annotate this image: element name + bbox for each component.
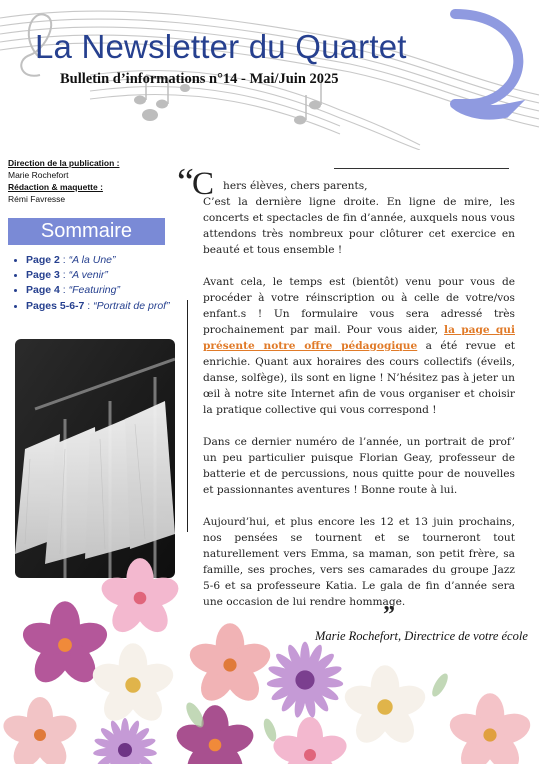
sommaire-item — [26, 253, 211, 268]
sommaire-page: Pages 5-6-7 — [26, 299, 85, 312]
newsletter-subtitle: Bulletin d’informations n°14 - Mai/Juin 2025 — [60, 71, 339, 87]
direction-name: Marie Rochefort — [8, 170, 69, 180]
close-quote-mark: ” — [383, 602, 395, 628]
top-rule — [334, 168, 509, 169]
editorial-paragraph-3: Dans ce dernier numéro de l’année, un portrait de prof’ un peu particulier puisque Florian Geay, professeur de batterie et de percussions, nous quitte pour de nouvelles et passionnantes aventures ! Bonne route à lui. — [203, 436, 515, 496]
sommaire-heading: Sommaire — [8, 218, 165, 245]
redaction-name: Rémi Favresse — [8, 194, 66, 204]
sommaire-item — [26, 283, 211, 298]
sommaire-topic: “Featuring” — [68, 284, 120, 297]
sommaire-list — [12, 253, 211, 314]
open-quote-mark: “ — [177, 161, 194, 203]
editorial-p1-text: C’est la dernière ligne droite. En ligne de mire, les concerts et spectacles de fin d’année, auxquels nous vous attendons très nombreux pour clôturer cet exercice en beauté et tous ensemble ! — [203, 196, 515, 256]
drop-cap: C — [192, 166, 215, 202]
column-divider — [187, 300, 188, 532]
flower-border-decoration — [0, 555, 539, 764]
editorial-paragraph-1 — [203, 178, 515, 258]
editorial-signature: Marie Rochefort, Directrice de votre école — [315, 629, 528, 643]
sommaire-sep: : — [84, 299, 94, 312]
sommaire-sep: : — [59, 269, 69, 282]
sommaire-topic: “A venir” — [68, 269, 108, 282]
sommaire-page: Page 2 — [26, 254, 60, 266]
sommaire-topic: “Portrait de prof” — [93, 299, 170, 312]
editorial-paragraph-4: Aujourd’hui, et plus encore les 12 et 13 juin prochains, nos pensées se tournent et se tourneront tout naturellement vers Emma, sa maman, son petit frère, sa famille, ses proches, vers ses camarades du groupe Jazz 5-6 et sa professeure Katia. Le gala de fin d’année sera une occasion de lui rendre hommage. — [203, 516, 515, 608]
tutu-rack-photo — [15, 339, 175, 578]
redaction-label: Rédaction & maquette : — [8, 182, 103, 192]
sommaire-topic: “A la Une” — [68, 254, 116, 266]
newsletter-title: La Newsletter du Quartet — [35, 28, 407, 65]
sommaire-item — [26, 268, 211, 283]
sommaire-sep: : — [59, 254, 69, 266]
publication-credits — [8, 157, 178, 205]
sommaire-page: Page 4 — [26, 284, 60, 297]
editorial-paragraph-2 — [203, 274, 515, 418]
editorial-p2-text-end: a été revue et enrichie. Quant aux horaires des cours collectifs (éveils, danse, solfège), ils sont en ligne ! N’hésitez pas à jeter un œil à notre site Internet afin de vous organiser et choisir la pratique collective qui vous correspond ! — [203, 340, 515, 416]
editorial-greeting: hers élèves, chers parents, — [223, 180, 368, 192]
sommaire-page: Page 3 — [26, 269, 60, 282]
sommaire-sep: : — [59, 284, 69, 297]
sommaire-item — [26, 299, 211, 314]
offre-pedagogique-link[interactable]: la page qui présente notre offre pédagogique — [203, 324, 515, 352]
editorial-p2-text: Avant cela, le temps est (bientôt) venu pour vous de procéder à votre réinscription ou à celle de votre/vos enfant.s ! Un formulaire vous sera adressé très prochainement par mail. Pour vous aider, — [203, 276, 515, 336]
direction-label: Direction de la publication : — [8, 158, 120, 168]
